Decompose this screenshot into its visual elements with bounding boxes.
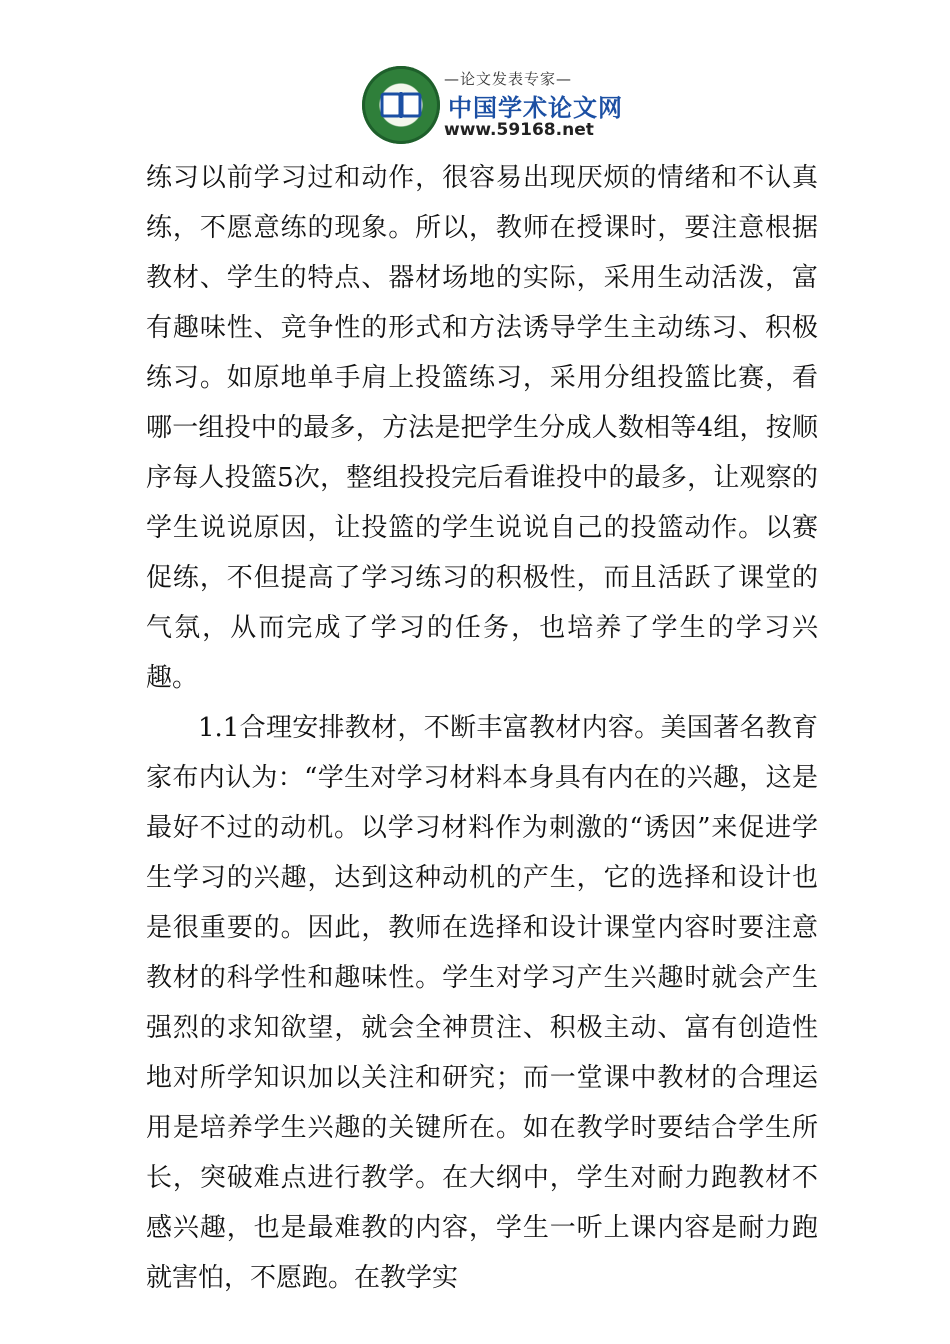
site-logo — [362, 62, 623, 144]
open-book-icon — [362, 66, 440, 144]
logo-tagline: —论文发表专家— — [444, 70, 573, 88]
document-body — [146, 153, 818, 1303]
paragraph: 1.1合理安排教材，不断丰富教材内容。美国著名教育家布内认为：“学生对学习材料本身具有内在的兴趣，这是最好不过的动机。以学习材料作为刺激的“诱因”来促进学生学习的兴趣，达到这种动机的产生，它的选择和设计也是很重要的。因此，教师在选择和设计课堂内容时要注意教材的科学性和趣味性。学生对学习产生兴趣时就会产生强烈的求知欲望，就会全神贯注、积极主动、富有创造性地对所学知识加以关注和研究；而一堂课中教材的合理运用是培养学生兴趣的关键所在。如在教学时要结合学生所长，突破难点进行教学。在大纲中，学生对耐力跑教材不感兴趣，也是最难教的内容，学生一听上课内容是耐力跑就害怕，不愿跑。在教学实 — [146, 713, 818, 1293]
logo-site-url: www.59168.net — [444, 120, 594, 140]
paragraph: 练习以前学习过和动作，很容易出现厌烦的情绪和不认真练，不愿意练的现象。所以，教师在授课时，要注意根据教材、学生的特点、器材场地的实际，采用生动活泼，富有趣味性、竞争性的形式和方法诱导学生主动练习、积极练习。如原地单手肩上投篮练习，采用分组投篮比赛，看哪一组投中的最多，方法是把学生分成人数相等4组，按顺序每人投篮5次，整组投投完后看谁投中的最多，让观察的学生说说原因，让投篮的学生说说自己的投篮动作。以赛促练，不但提高了学习练习的积极性，而且活跃了课堂的气氛，从而完成了学习的任务，也培养了学生的学习兴趣。 — [146, 163, 818, 693]
book-emblem-icon — [362, 66, 440, 144]
logo-site-name: 中国学术论文网 — [448, 94, 623, 122]
